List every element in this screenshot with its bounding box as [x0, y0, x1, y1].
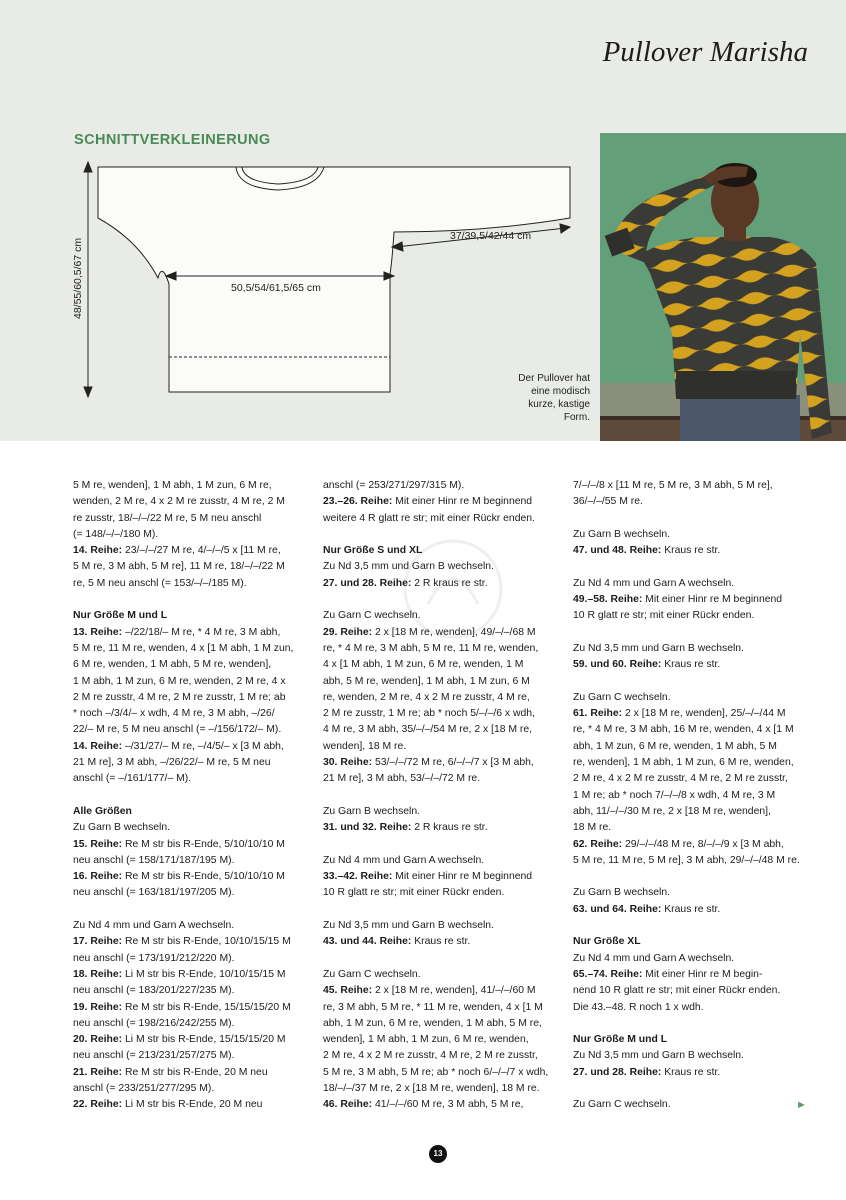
- text-line: [323, 608, 555, 624]
- row-label: 19. Reihe:: [73, 1001, 123, 1013]
- photo-caption: [480, 372, 590, 424]
- line-text: 18 M re.: [573, 822, 612, 834]
- line-text: Mit einer Hinr re M beginnend: [392, 496, 533, 508]
- row-label: 30. Reihe:: [323, 757, 373, 769]
- row-label: 31. und 32. Reihe:: [323, 822, 412, 834]
- caption-line: Form.: [563, 412, 590, 423]
- row-label: 23.–26. Reihe:: [323, 496, 393, 508]
- line-text: 23/–/–/27 M re, 4/–/–/5 x [11 M re,: [122, 545, 281, 557]
- text-line: [73, 739, 305, 755]
- instruction-paragraph: [73, 608, 305, 787]
- line-text: wenden], 1 M abh, 1 M zun, 6 M re, wenden,: [323, 1034, 529, 1046]
- line-text: neu anschl (= 213/231/257/275 M).: [73, 1050, 235, 1062]
- text-line: [573, 1048, 805, 1064]
- text-line: [323, 771, 555, 787]
- line-text: 7/–/–/8 x [11 M re, 5 M re, 3 M abh, 5 M re],: [573, 480, 773, 491]
- line-text: Li M str bis R-Ende, 20 M neu: [122, 1099, 263, 1111]
- line-text: Re M str bis R-Ende, 10/10/15/15 M: [122, 936, 291, 948]
- line-text: Li M str bis R-Ende, 10/10/15/15 M: [122, 968, 286, 980]
- text-line: [323, 690, 555, 706]
- row-label: 17. Reihe:: [73, 936, 123, 948]
- line-text: 5 M re, wenden], 1 M abh, 1 M zun, 6 M re,: [73, 480, 272, 491]
- instruction-paragraph: [573, 1097, 805, 1113]
- instruction-paragraph: [73, 543, 305, 592]
- line-text: 10 R glatt re str; mit einer Rückr enden.: [573, 610, 755, 622]
- instruction-paragraph: [323, 608, 555, 787]
- line-text: neu anschl (= 163/181/197/205 M).: [73, 887, 235, 899]
- line-text: weitere 4 R glatt re str; mit einer Rückr enden.: [323, 512, 535, 524]
- line-text: anschl (= 233/251/277/295 M).: [73, 1082, 215, 1094]
- caption-line: Der Pullover hat: [518, 373, 590, 384]
- text-line: [573, 478, 805, 494]
- line-text: Zu Nd 3,5 mm und Garn B wechseln.: [573, 642, 744, 654]
- text-line: [573, 951, 805, 967]
- text-line: [323, 755, 555, 771]
- line-text: * noch –/3/4/– x wdh, 4 M re, 3 M abh, –/26/: [73, 708, 275, 720]
- text-line: [573, 967, 805, 983]
- text-line: [573, 771, 805, 787]
- line-text: Re M str bis R-Ende, 5/10/10/10 M: [122, 871, 285, 883]
- page-title: Pullover Marisha: [602, 36, 808, 68]
- text-line: [323, 739, 555, 755]
- text-line: [573, 983, 805, 999]
- text-line: [573, 804, 805, 820]
- line-text: re, 5 M neu anschl (= 153/–/–/185 M).: [73, 577, 247, 589]
- line-text: Zu Garn C wechseln.: [323, 610, 421, 622]
- text-line: [323, 1097, 555, 1113]
- row-label: Nur Größe S und XL: [323, 545, 423, 557]
- text-line: [73, 576, 305, 592]
- line-text: neu anschl (= 158/171/187/195 M).: [73, 854, 235, 866]
- row-label: 29. Reihe:: [323, 626, 373, 638]
- text-column-1: [73, 478, 305, 1114]
- line-text: neu anschl (= 173/191/212/220 M).: [73, 952, 235, 964]
- model-photo: [600, 133, 846, 441]
- text-line: [573, 592, 805, 608]
- line-text: 53/–/–/72 M re, 6/–/–/7 x [3 M abh,: [372, 757, 534, 769]
- text-line: [323, 511, 555, 527]
- line-text: –/31/27/– M re, –/4/5/– x [3 M abh,: [122, 740, 284, 752]
- row-label: 27. und 28. Reihe:: [323, 577, 412, 589]
- text-line: [323, 494, 555, 510]
- text-line: [323, 1000, 555, 1016]
- row-label: 16. Reihe:: [73, 871, 123, 883]
- row-label: Nur Größe M und L: [73, 610, 168, 622]
- text-line: [323, 804, 555, 820]
- line-text: Kraus re str.: [661, 1066, 721, 1078]
- text-line: [73, 641, 305, 657]
- line-text: 5 M re, 11 M re, wenden, 4 x [1 M abh, 1 M zun,: [73, 642, 294, 654]
- text-line: [73, 1016, 305, 1032]
- line-text: 5 M re, 3 M abh, 5 M re; ab * noch 6/–/–/7 x wdh,: [323, 1066, 549, 1078]
- text-line: [73, 934, 305, 950]
- line-text: 6 M re, wenden, 1 M abh, 5 M re, wenden],: [73, 659, 272, 671]
- line-text: Die 43.–48. R noch 1 x wdh.: [573, 1001, 704, 1013]
- text-line: [323, 983, 555, 999]
- text-line: [573, 1097, 805, 1113]
- line-text: re zusstr, 18/–/–/22 M re, 5 M neu anschl: [73, 512, 262, 524]
- line-text: re, 3 M abh, 5 M re, * 11 M re, wenden, 4 x [1 M: [323, 1001, 543, 1013]
- row-label: Nur Größe XL: [573, 936, 641, 948]
- text-line: [73, 1097, 305, 1113]
- line-text: Zu Garn B wechseln.: [323, 805, 421, 817]
- next-page-arrow-icon[interactable]: ►: [796, 1099, 807, 1111]
- text-line: [573, 788, 805, 804]
- line-text: anschl (= 253/271/297/315 M).: [323, 480, 465, 491]
- line-text: –/22/18/– M re, * 4 M re, 3 M abh,: [122, 626, 281, 638]
- text-line: [73, 837, 305, 853]
- text-line: [573, 706, 805, 722]
- line-text: Kraus re str.: [661, 545, 721, 557]
- text-line: [323, 820, 555, 836]
- text-line: [73, 967, 305, 983]
- text-line: [73, 1032, 305, 1048]
- line-text: re, * 4 M re, 3 M abh, 16 M re, wenden, 4 x [1 M: [573, 724, 794, 736]
- row-label: 47. und 48. Reihe:: [573, 545, 662, 557]
- row-label: 49.–58. Reihe:: [573, 594, 643, 606]
- row-label: 62. Reihe:: [573, 838, 623, 850]
- instruction-paragraph: [573, 576, 805, 625]
- instruction-paragraph: [573, 934, 805, 1015]
- line-text: nend 10 R glatt re str; mit einer Rückr enden.: [573, 985, 781, 997]
- line-text: 22/– M re, 5 M neu anschl (= –/156/172/– M).: [73, 724, 282, 736]
- line-text: 10 R glatt re str; mit einer Rückr enden.: [323, 887, 505, 899]
- text-line: [573, 657, 805, 673]
- text-line: [73, 771, 305, 787]
- row-label: 22. Reihe:: [73, 1099, 123, 1111]
- line-text: Zu Garn B wechseln.: [573, 528, 671, 540]
- text-line: [323, 934, 555, 950]
- line-text: 2 x [18 M re, wenden], 25/–/–/44 M: [622, 708, 786, 720]
- line-text: abh, 1 M zun, 6 M re, wenden, 1 M abh, 5 M: [573, 740, 777, 752]
- text-line: [573, 934, 805, 950]
- instruction-paragraph: [73, 918, 305, 1114]
- sleeve-label: 37/39,5/42/44 cm: [450, 230, 532, 242]
- text-line: [73, 1048, 305, 1064]
- text-line: [323, 885, 555, 901]
- row-label: 27. und 28. Reihe:: [573, 1066, 662, 1078]
- line-text: wenden], 18 M re.: [323, 740, 407, 752]
- sweater-outline: [98, 167, 570, 392]
- text-line: [573, 494, 805, 510]
- text-line: [573, 527, 805, 543]
- text-line: [73, 951, 305, 967]
- text-line: [323, 869, 555, 885]
- line-text: 41/–/–/60 M re, 3 M abh, 5 M re,: [372, 1099, 524, 1111]
- text-line: [323, 722, 555, 738]
- row-label: 13. Reihe:: [73, 626, 123, 638]
- line-text: Zu Garn C wechseln.: [323, 968, 421, 980]
- instruction-paragraph: [573, 527, 805, 560]
- text-line: [73, 559, 305, 575]
- instruction-paragraph: [573, 641, 805, 674]
- row-label: 33.–42. Reihe:: [323, 871, 393, 883]
- text-line: [573, 690, 805, 706]
- text-line: [573, 722, 805, 738]
- instruction-paragraph: [323, 918, 555, 951]
- line-text: Zu Nd 4 mm und Garn A wechseln.: [573, 577, 735, 589]
- text-line: [73, 511, 305, 527]
- text-line: [73, 527, 305, 543]
- text-line: [323, 1081, 555, 1097]
- row-label: 14. Reihe:: [73, 740, 123, 752]
- line-text: 1 M abh, 1 M zun, 6 M re, wenden, 2 M re, 4 x: [73, 675, 286, 687]
- line-text: 2 x [18 M re, wenden], 49/–/–/68 M: [372, 626, 536, 638]
- instruction-paragraph: [573, 478, 805, 511]
- caption-line: eine modisch: [531, 386, 590, 397]
- line-text: (= 148/–/–/180 M).: [73, 528, 159, 540]
- row-label: 61. Reihe:: [573, 708, 623, 720]
- line-text: 2 M re, 4 x 2 M re zusstr, 4 M re, 2 M re zusstr,: [573, 773, 788, 785]
- text-line: [573, 641, 805, 657]
- section-heading: SCHNITTVERKLEINERUNG: [74, 132, 271, 148]
- instruction-paragraph: [323, 543, 555, 592]
- text-line: [73, 494, 305, 510]
- text-line: [573, 902, 805, 918]
- line-text: Re M str bis R-Ende, 20 M neu: [122, 1066, 268, 1078]
- line-text: Li M str bis R-Ende, 15/15/15/20 M: [122, 1034, 286, 1046]
- text-line: [573, 1000, 805, 1016]
- line-text: 2 M re zusstr, 4 M re, 2 M re zusstr, 1 M re; ab: [73, 691, 286, 703]
- text-line: [73, 706, 305, 722]
- text-line: [73, 983, 305, 999]
- height-label: 48/55/60,5/67 cm: [72, 237, 84, 319]
- line-text: Zu Nd 3,5 mm und Garn B wechseln.: [573, 1050, 744, 1062]
- sweater-schematic: [66, 154, 586, 399]
- line-text: Zu Garn C wechseln.: [573, 1099, 671, 1111]
- line-text: re, * 4 M re, 3 M abh, 5 M re, 11 M re, wenden,: [323, 642, 539, 654]
- line-text: Kraus re str.: [411, 936, 471, 948]
- text-line: [73, 1065, 305, 1081]
- text-line: [323, 657, 555, 673]
- row-label: 65.–74. Reihe:: [573, 968, 643, 980]
- text-line: [323, 853, 555, 869]
- line-text: neu anschl (= 183/201/227/235 M).: [73, 985, 235, 997]
- line-text: Zu Nd 3,5 mm und Garn B wechseln.: [323, 561, 494, 573]
- line-text: 2 R kraus re str.: [411, 577, 488, 589]
- text-line: [323, 576, 555, 592]
- line-text: 2 R kraus re str.: [411, 822, 488, 834]
- line-text: Kraus re str.: [661, 903, 721, 915]
- row-label: 15. Reihe:: [73, 838, 123, 850]
- text-line: [573, 739, 805, 755]
- text-line: [323, 641, 555, 657]
- line-text: 21 M re], 3 M abh, 53/–/–/72 M re.: [323, 773, 481, 785]
- line-text: Zu Nd 4 mm und Garn A wechseln.: [73, 920, 235, 932]
- row-label: 14. Reihe:: [73, 545, 123, 557]
- caption-line: kurze, kastige: [528, 399, 590, 410]
- text-line: [73, 1081, 305, 1097]
- jeans: [680, 395, 800, 441]
- line-text: Kraus re str.: [661, 659, 721, 671]
- line-text: 2 M re, 4 x 2 M re zusstr, 4 M re, 2 M re zusstr,: [323, 1050, 538, 1062]
- text-line: [73, 625, 305, 641]
- line-text: Zu Garn B wechseln.: [73, 822, 171, 834]
- text-line: [73, 885, 305, 901]
- row-label: 20. Reihe:: [73, 1034, 123, 1046]
- line-text: Zu Nd 4 mm und Garn A wechseln.: [573, 952, 735, 964]
- text-line: [573, 853, 805, 869]
- instruction-paragraph: [573, 885, 805, 918]
- line-text: 21 M re], 3 M abh, –/26/22/– M re, 5 M neu: [73, 757, 271, 769]
- text-column-3: [573, 478, 805, 1114]
- text-line: [73, 690, 305, 706]
- row-label: 43. und 44. Reihe:: [323, 936, 412, 948]
- text-line: [73, 722, 305, 738]
- line-text: Mit einer Hinr re M beginnend: [392, 871, 533, 883]
- text-line: [73, 608, 305, 624]
- text-line: [323, 706, 555, 722]
- line-text: 2 M re zusstr, 1 M re; ab * noch 5/–/–/6 x wdh,: [323, 708, 535, 720]
- line-text: 1 M re; ab * noch 7/–/–/8 x wdh, 4 M re, 3 M: [573, 789, 776, 801]
- text-line: [73, 543, 305, 559]
- text-line: [323, 625, 555, 641]
- text-line: [573, 576, 805, 592]
- instruction-paragraph: [323, 804, 555, 837]
- line-text: Re M str bis R-Ende, 15/15/15/20 M: [122, 1001, 291, 1013]
- line-text: Zu Garn B wechseln.: [573, 887, 671, 899]
- text-line: [323, 559, 555, 575]
- line-text: re, wenden], 1 M abh, 1 M zun, 6 M re, wenden,: [573, 757, 794, 769]
- line-text: abh, 11/–/–/30 M re, 2 x [18 M re, wenden],: [573, 805, 771, 817]
- text-line: [73, 918, 305, 934]
- line-text: anschl (= –/161/177/– M).: [73, 773, 192, 785]
- row-label: 45. Reihe:: [323, 985, 373, 997]
- line-text: wenden, 2 M re, 4 x 2 M re zusstr, 4 M re, 2 M: [73, 496, 285, 508]
- row-label: 21. Reihe:: [73, 1066, 123, 1078]
- text-line: [323, 1032, 555, 1048]
- line-text: abh, 5 M re, wenden], 1 M abh, 1 M zun, 6 M: [323, 675, 530, 687]
- row-label: 59. und 60. Reihe:: [573, 659, 662, 671]
- text-column-2: [323, 478, 555, 1114]
- instruction-paragraph: [323, 967, 555, 1114]
- line-text: neu anschl (= 198/216/242/255 M).: [73, 1017, 235, 1029]
- text-line: [73, 674, 305, 690]
- line-text: 4 M re, 3 M abh, 35/–/–/54 M re, 2 x [18 M re,: [323, 724, 533, 736]
- text-line: [73, 755, 305, 771]
- text-line: [323, 1048, 555, 1064]
- row-label: 46. Reihe:: [323, 1099, 373, 1111]
- text-line: [73, 657, 305, 673]
- text-line: [73, 820, 305, 836]
- text-line: [323, 918, 555, 934]
- text-line: [323, 967, 555, 983]
- line-text: 36/–/–/55 M re.: [573, 496, 643, 508]
- line-text: 5 M re, 3 M abh, 5 M re], 11 M re, 18/–/–/22 M: [73, 561, 285, 573]
- instruction-paragraph: [323, 853, 555, 902]
- line-text: Mit einer Hinr re M begin-: [642, 968, 763, 980]
- text-line: [73, 869, 305, 885]
- line-text: 29/–/–/48 M re, 8/–/–/9 x [3 M abh,: [622, 838, 784, 850]
- line-text: Re M str bis R-Ende, 5/10/10/10 M: [122, 838, 285, 850]
- row-label: Nur Größe M und L: [573, 1034, 668, 1046]
- text-line: [73, 478, 305, 494]
- line-text: Zu Garn C wechseln.: [573, 691, 671, 703]
- text-line: [573, 820, 805, 836]
- row-label: Alle Größen: [73, 805, 132, 817]
- instruction-paragraph: [323, 478, 555, 527]
- line-text: 5 M re, 11 M re, 5 M re], 3 M abh, 29/–/–/48 M re.: [573, 854, 800, 866]
- text-line: [323, 478, 555, 494]
- text-line: [573, 837, 805, 853]
- text-line: [573, 885, 805, 901]
- text-line: [323, 543, 555, 559]
- line-text: 18/–/–/37 M re, 2 x [18 M re, wenden], 18 M re.: [323, 1082, 540, 1094]
- width-label: 50,5/54/61,5/65 cm: [231, 282, 321, 294]
- text-line: [323, 1065, 555, 1081]
- line-text: abh, 1 M zun, 6 M re, wenden, 1 M abh, 5 M re,: [323, 1017, 542, 1029]
- instruction-paragraph: [73, 804, 305, 902]
- row-label: 63. und 64. Reihe:: [573, 903, 662, 915]
- text-line: [323, 1016, 555, 1032]
- text-line: [573, 755, 805, 771]
- instruction-paragraph: [73, 478, 305, 543]
- text-line: [573, 1032, 805, 1048]
- text-line: [573, 543, 805, 559]
- line-text: re, wenden, 2 M re, 4 x 2 M re zusstr, 4 M re,: [323, 691, 530, 703]
- line-text: 2 x [18 M re, wenden], 41/–/–/60 M: [372, 985, 536, 997]
- line-text: Zu Nd 4 mm und Garn A wechseln.: [323, 854, 485, 866]
- line-text: 4 x [1 M abh, 1 M zun, 6 M re, wenden, 1 M: [323, 659, 524, 671]
- text-line: [573, 608, 805, 624]
- line-text: Mit einer Hinr re M beginnend: [642, 594, 783, 606]
- line-text: Zu Nd 3,5 mm und Garn B wechseln.: [323, 920, 494, 932]
- text-line: [73, 1000, 305, 1016]
- text-line: [73, 853, 305, 869]
- instruction-paragraph: [573, 690, 805, 869]
- page-number: 13: [429, 1145, 447, 1163]
- text-line: [323, 674, 555, 690]
- text-line: [573, 1065, 805, 1081]
- instruction-paragraph: [573, 1032, 805, 1081]
- row-label: 18. Reihe:: [73, 968, 123, 980]
- text-line: [73, 804, 305, 820]
